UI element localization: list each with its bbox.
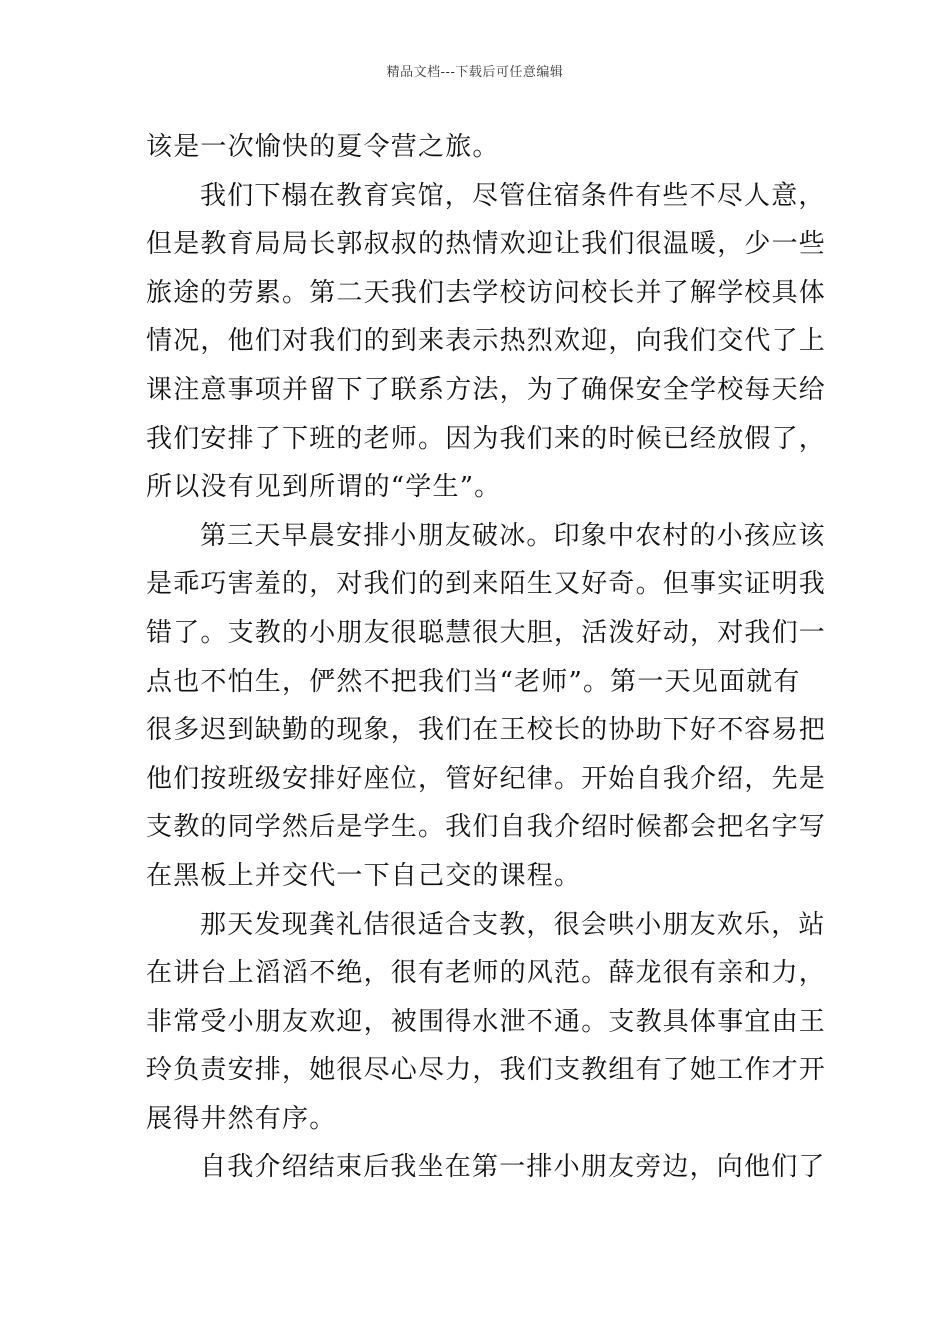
- text-line: 很多迟到缺勤的现象，我们在王校长的协助下好不容易把: [146, 715, 827, 746]
- text-line: 我们安排了下班的老师。因为我们来的时候已经放假了，: [146, 423, 827, 454]
- text-line: 情况，他们对我们的到来表示热烈欢迎，向我们交代了上: [146, 326, 827, 357]
- text-line: 是乖巧害羞的，对我们的到来陌生又好奇。但事实证明我: [146, 569, 827, 600]
- page-header: 精品文档---下载后可任意编辑: [386, 65, 564, 80]
- document-body: [146, 123, 827, 1192]
- text-line: 在讲台上滔滔不绝，很有老师的风范。薛龙很有亲和力，: [146, 958, 827, 989]
- text-line: 展得井然有序。: [146, 1103, 337, 1134]
- text-line: 他们按班级安排好座位，管好纪律。开始自我介绍，先是: [146, 763, 827, 794]
- text-line: 玲负责安排，她很尽心尽力，我们支教组有了她工作才开: [146, 1055, 827, 1086]
- text-line: 但是教育局局长郭叔叔的热情欢迎让我们很温暖，少一些: [146, 229, 827, 260]
- paragraph-start-line: 那天发现龚礼佶很适合支教，很会哄小朋友欢乐，站: [200, 909, 826, 940]
- text-line: 支教的同学然后是学生。我们自我介绍时候都会把名字写: [146, 812, 827, 843]
- text-line: 旅途的劳累。第二天我们去学校访问校长并了解学校具体: [146, 277, 827, 308]
- paragraph-start-line: 我们下榻在教育宾馆，尽管住宿条件有些不尽人意，: [200, 180, 826, 211]
- text-line: 点也不怕生，俨然不把我们当“老师”。第一天见面就有: [146, 666, 801, 697]
- text-line: 所以没有见到所谓的“学生”。: [146, 472, 502, 503]
- text-line: 错了。支教的小朋友很聪慧很大胆，活泼好动，对我们一: [146, 617, 827, 648]
- paragraph-start-line: 第三天早晨安排小朋友破冰。印象中农村的小孩应该: [200, 520, 826, 551]
- text-line: 该是一次愉快的夏令营之旅。: [146, 132, 500, 162]
- text-line: 非常受小朋友欢迎，被围得水泄不通。支教具体事宜由王: [146, 1006, 827, 1037]
- text-line: 在黑板上并交代一下自己交的课程。: [146, 860, 582, 891]
- text-line: 课注意事项并留下了联系方法，为了确保安全学校每天给: [146, 374, 827, 405]
- paragraph-start-line: 自我介绍结束后我坐在第一排小朋友旁边，向他们了: [200, 1152, 826, 1183]
